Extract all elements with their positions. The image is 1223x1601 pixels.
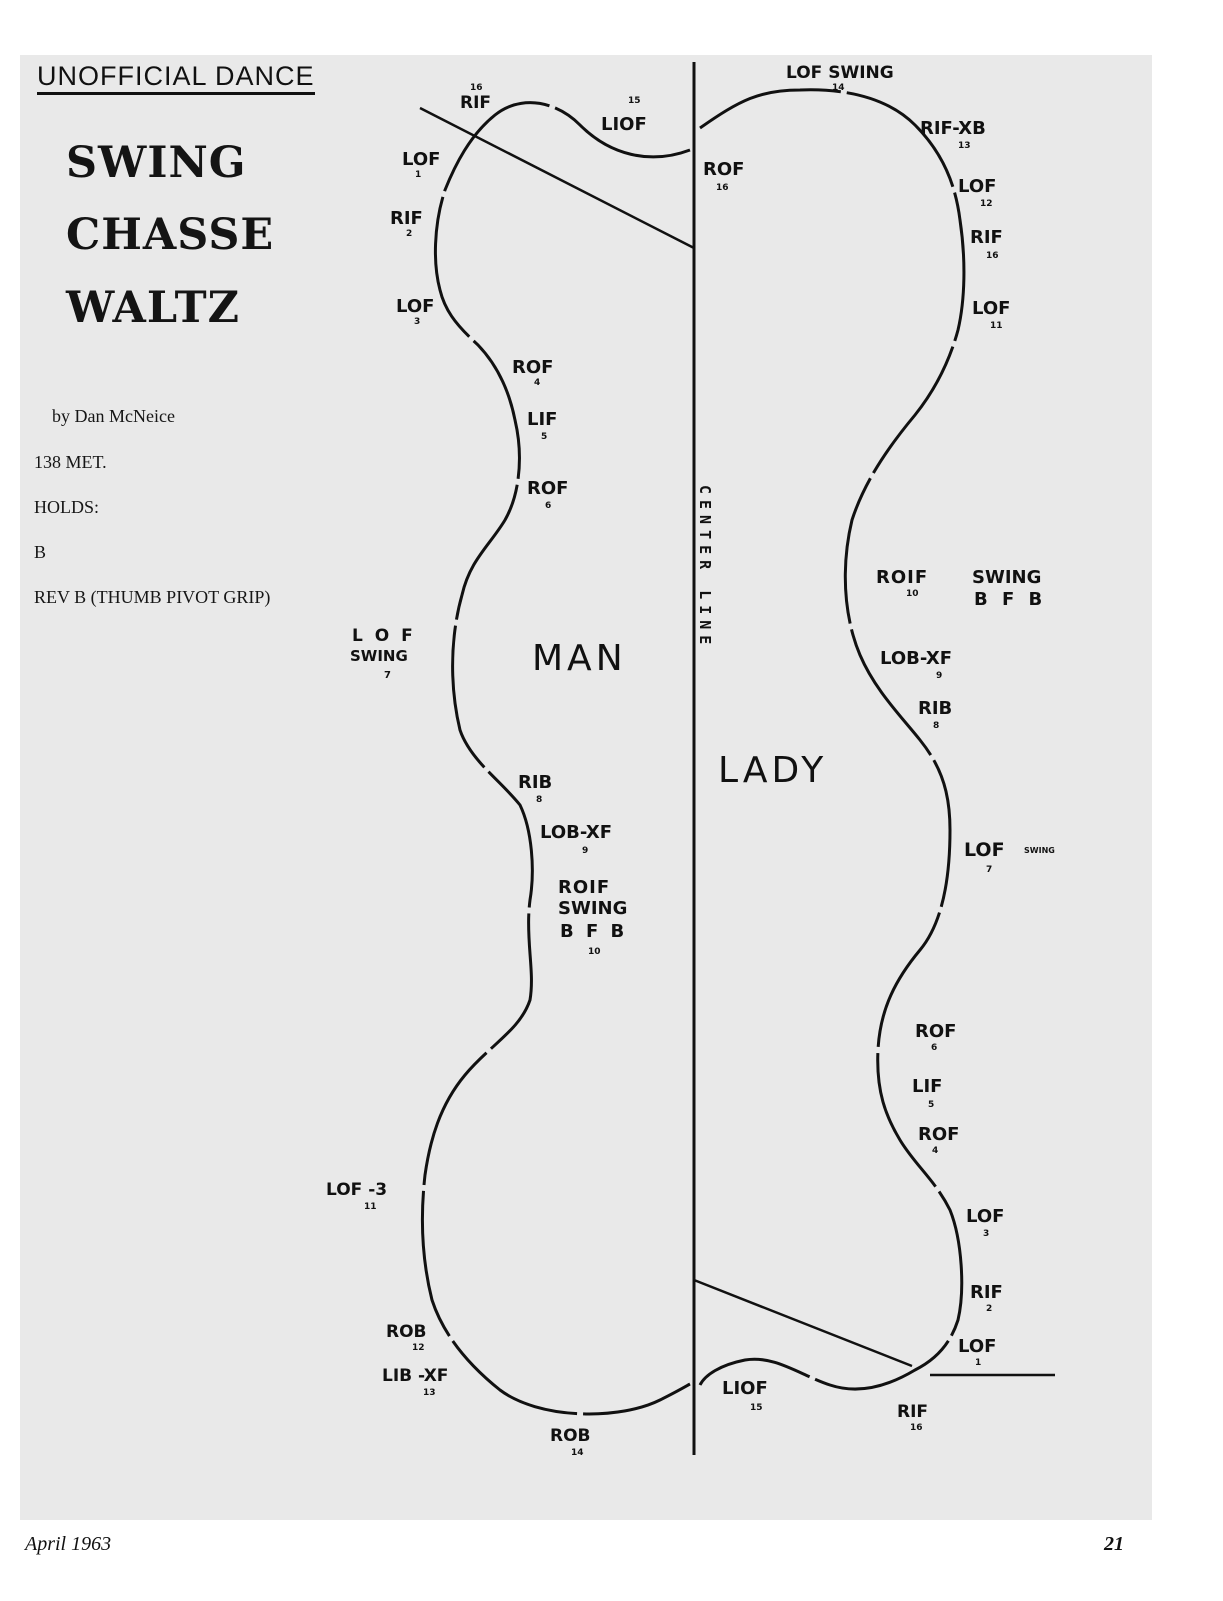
- man-step-10-code2: SWING: [558, 898, 628, 919]
- man-step-12-code: ROB: [386, 1322, 427, 1342]
- man-step-14-code: ROB: [550, 1426, 591, 1446]
- man-step-3-num: 3: [414, 317, 421, 327]
- lady-step-14-code: LOF SWING: [786, 63, 894, 83]
- man-step-12-num: 12: [412, 1343, 425, 1353]
- man-top-rof-num: 16: [716, 183, 729, 193]
- lady-step-4-code: ROF: [918, 1124, 960, 1145]
- man-step-16-num: 16: [470, 83, 483, 93]
- man-step-6-num: 6: [545, 501, 552, 511]
- lady-step-2-code: RIF: [970, 1282, 1003, 1303]
- man-step-8-code: RIB: [518, 772, 553, 793]
- lady-step-7-num: 7: [986, 865, 993, 875]
- tempo: 138 MET.: [34, 452, 107, 472]
- man-step-13-num: 13: [423, 1388, 436, 1398]
- footer-date: April 1963: [25, 1533, 112, 1555]
- man-step-7-num: 7: [384, 670, 391, 681]
- man-step-5-num: 5: [541, 432, 548, 442]
- lady-step-10-code: ROIF: [876, 567, 929, 588]
- page-number: 21: [1104, 1533, 1124, 1555]
- man-step-7-code2: SWING: [350, 647, 408, 665]
- lady-baseline: [694, 1280, 912, 1366]
- lady-step-8-num: 8: [933, 721, 940, 731]
- man-step-4-num: 4: [534, 378, 541, 388]
- lady-step-16b-code: RIF: [970, 227, 1003, 248]
- holds-label: HOLDS:: [34, 497, 100, 517]
- lady-step-16b-num: 16: [986, 251, 999, 261]
- man-step-13-code: LIB -XF: [382, 1366, 449, 1386]
- man-step-11-code: LOF -3: [326, 1180, 388, 1200]
- lady-step-labels: [722, 63, 1055, 1433]
- lady-step-12-num: 12: [980, 199, 993, 209]
- man-label: MAN: [532, 638, 627, 679]
- section-header: UNOFFICIAL DANCE: [37, 62, 315, 95]
- author: by Dan McNeice: [52, 406, 175, 426]
- lady-step-7-code: LOF: [964, 839, 1005, 861]
- lady-step-2-num: 2: [986, 1304, 993, 1314]
- title-line-3: WALTZ: [66, 283, 241, 333]
- man-step-labels: [326, 83, 744, 1458]
- lady-step-13-code: RIF-XB: [920, 118, 986, 139]
- title-line-2: CHASSE: [66, 210, 275, 260]
- man-step-14-num: 14: [571, 1448, 584, 1458]
- center-line-label: [696, 485, 714, 650]
- man-step-1-code: LOF: [402, 149, 441, 170]
- lady-step-11-code: LOF: [972, 298, 1011, 319]
- lady-step-11-num: 11: [990, 321, 1003, 331]
- lady-step-1-num: 1: [975, 1358, 982, 1368]
- lady-step-1-code: LOF: [958, 1336, 997, 1357]
- lady-step-12-code: LOF: [958, 176, 997, 197]
- man-step-6-code: ROF: [527, 478, 569, 499]
- man-step-4-code: ROF: [512, 357, 554, 378]
- lady-step-14-num: 14: [832, 83, 845, 93]
- center-line-text: CENTER LINE: [696, 485, 714, 651]
- man-step-10-code: ROIF: [558, 877, 611, 898]
- man-step-11-num: 11: [364, 1202, 377, 1212]
- man-step-5-code: LIF: [527, 409, 558, 430]
- lady-step-9-num: 9: [936, 671, 943, 681]
- hold-2: REV B (THUMB PIVOT GRIP): [34, 587, 271, 607]
- lady-step-15-code: LIOF: [722, 1378, 768, 1399]
- man-step-1-num: 1: [415, 170, 422, 180]
- title-line-1: SWING: [66, 138, 247, 188]
- lady-step-6-num: 6: [931, 1043, 938, 1053]
- man-step-2-num: 2: [406, 229, 413, 239]
- lady-step-10-extra: SWING: [972, 567, 1042, 588]
- man-step-15-code: LIOF: [601, 114, 647, 135]
- lady-step-4-num: 4: [932, 1146, 939, 1156]
- lady-step-16-num: 16: [910, 1423, 923, 1433]
- man-step-3-code: LOF: [396, 296, 435, 317]
- hold-1: B: [34, 542, 47, 562]
- man-pattern-path: [422, 103, 690, 1414]
- man-step-10-num: 10: [588, 947, 601, 957]
- man-step-8-num: 8: [536, 795, 543, 805]
- lady-step-3-num: 3: [983, 1229, 990, 1239]
- lady-step-8-code: RIB: [918, 698, 953, 719]
- man-step-9-code: LOB-XF: [540, 822, 613, 843]
- man-step-10-code3: B F B: [560, 921, 628, 942]
- man-baseline: [420, 108, 694, 248]
- lady-step-15-num: 15: [750, 1403, 763, 1413]
- lady-step-5-num: 5: [928, 1100, 935, 1110]
- lady-step-6-code: ROF: [915, 1021, 957, 1042]
- man-step-9-num: 9: [582, 846, 589, 856]
- lady-pattern-path: [700, 90, 964, 1389]
- lady-step-13-num: 13: [958, 141, 971, 151]
- lady-step-5-code: LIF: [912, 1076, 943, 1097]
- man-step-2-code: RIF: [390, 208, 423, 229]
- lady-step-9-code: LOB-XF: [880, 648, 953, 669]
- lady-label: LADY: [718, 750, 828, 791]
- man-top-rof-code: ROF: [703, 159, 745, 180]
- lady-step-10-extra2: B F B: [974, 589, 1047, 610]
- lady-step-10-num: 10: [906, 589, 919, 599]
- lady-step-7-suffix: SWING: [1024, 846, 1055, 855]
- man-step-15-num: 15: [628, 96, 641, 106]
- man-step-16-code: RIF: [460, 93, 492, 113]
- lady-step-3-code: LOF: [966, 1206, 1005, 1227]
- lady-step-16-code: RIF: [897, 1402, 929, 1422]
- man-step-7-code: L O F: [352, 626, 416, 646]
